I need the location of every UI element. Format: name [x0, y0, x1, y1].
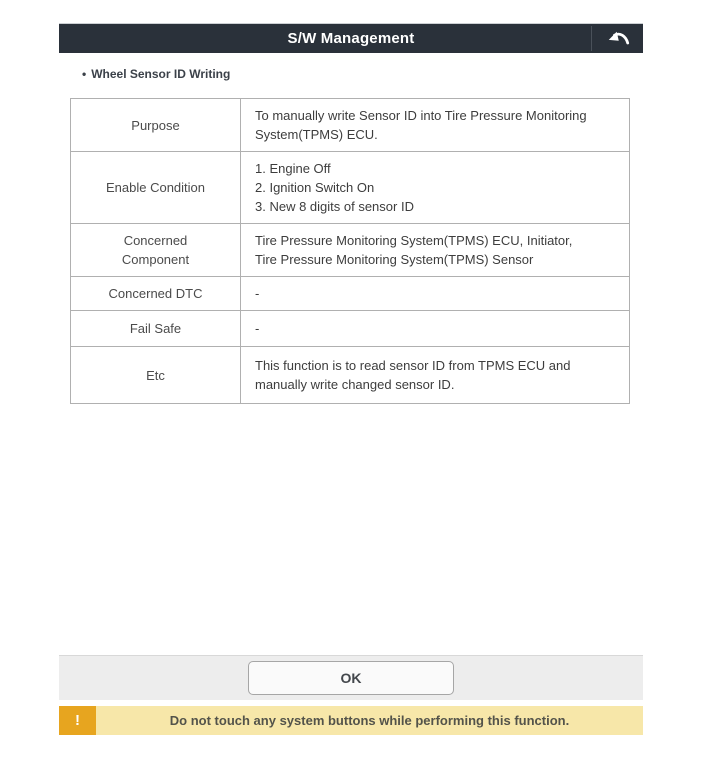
- table-row-concerned-dtc: [71, 277, 630, 311]
- condition-line: 1. Engine Off: [255, 161, 331, 176]
- table-row-purpose: [71, 99, 630, 152]
- row-value: -: [241, 277, 630, 311]
- section-title: [82, 67, 230, 81]
- section-title-label: Wheel Sensor ID Writing: [91, 67, 231, 81]
- row-value: To manually write Sensor ID into Tire Pressure Monitoring System(TPMS) ECU.: [241, 99, 630, 152]
- row-label: Etc: [71, 347, 241, 404]
- back-button[interactable]: [592, 24, 643, 53]
- table-row-enable-condition: [71, 152, 630, 224]
- row-label: Concerned Component: [71, 224, 241, 277]
- table-row-concerned-component: [71, 224, 630, 277]
- title-bar: [59, 23, 643, 53]
- info-table: [70, 98, 630, 404]
- warning-banner: [59, 706, 643, 735]
- table-row-etc: [71, 347, 630, 404]
- condition-line: 2. Ignition Switch On: [255, 180, 375, 195]
- row-value: [241, 152, 630, 224]
- row-label: Enable Condition: [71, 152, 241, 224]
- row-label: Concerned DTC: [71, 277, 241, 311]
- action-bar: [59, 655, 643, 700]
- row-label: Purpose: [71, 99, 241, 152]
- page-title: S/W Management: [287, 30, 415, 47]
- return-arrow-icon: [606, 28, 630, 49]
- exclamation-icon: !: [59, 706, 96, 735]
- row-value: -: [241, 311, 630, 347]
- condition-line: 3. New 8 digits of sensor ID: [255, 199, 414, 214]
- warning-message: Do not touch any system buttons while performing this function.: [169, 713, 570, 728]
- table-row-fail-safe: [71, 311, 630, 347]
- row-label: Fail Safe: [71, 311, 241, 347]
- ok-button[interactable]: OK: [248, 661, 454, 695]
- row-value: Tire Pressure Monitoring System(TPMS) ECU, Initiator, Tire Pressure Monitoring System(TPMS) Sensor: [241, 224, 630, 277]
- bullet-icon: •: [82, 67, 87, 81]
- row-value: This function is to read sensor ID from TPMS ECU and manually write changed sensor ID.: [241, 347, 630, 404]
